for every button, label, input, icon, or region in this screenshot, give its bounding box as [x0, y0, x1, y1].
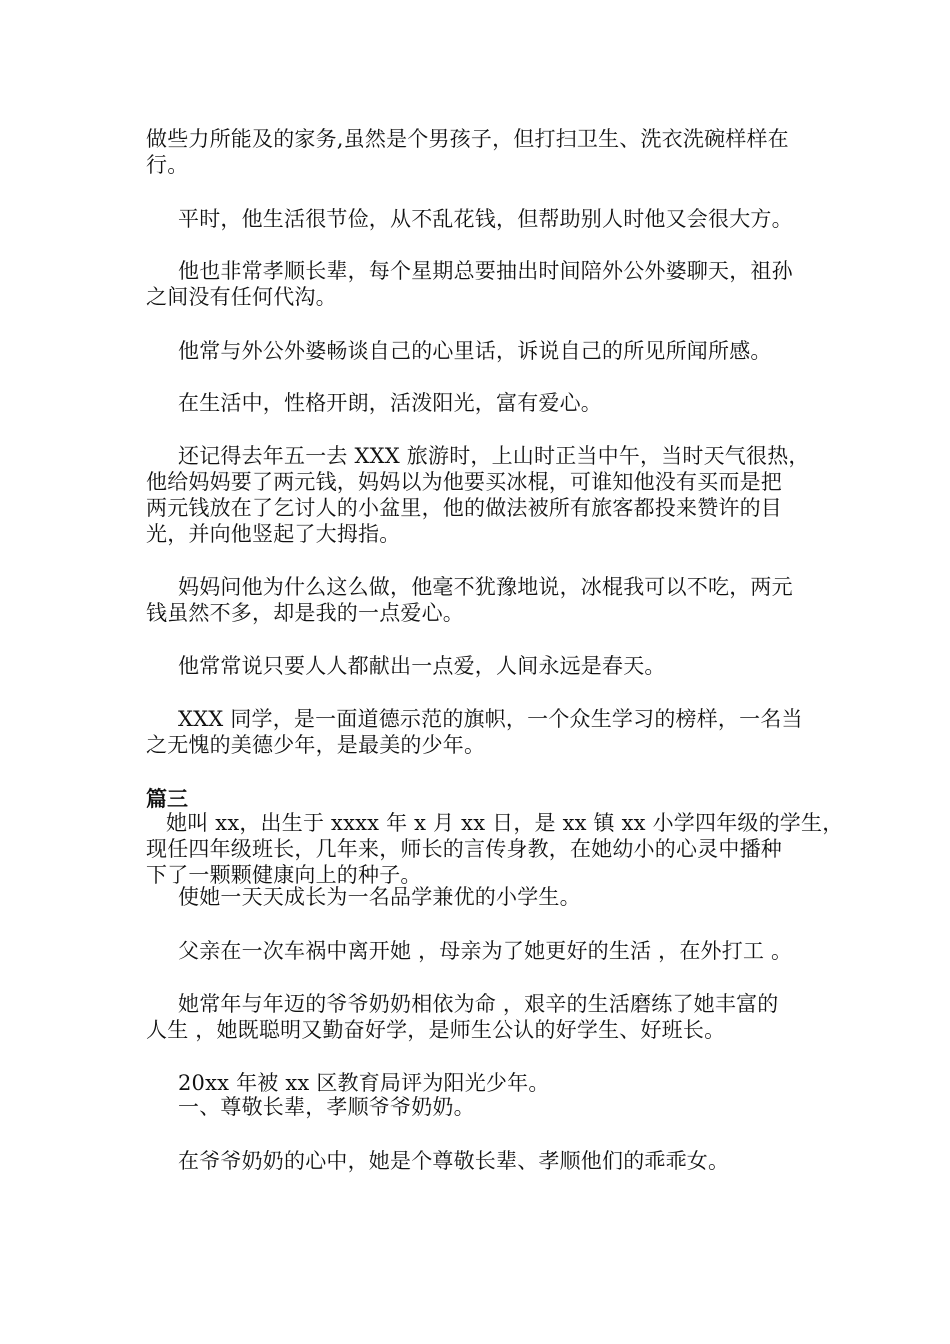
paragraph-line: 还记得去年五一去 XXX 旅游时，上山时正当中午，当时天气很热， — [178, 444, 810, 468]
paragraph-line: 做些力所能及的家务,虽然是个男孩子，但打扫卫生、洗衣洗碗样样在 — [146, 127, 789, 151]
paragraph-line: 行。 — [146, 153, 189, 177]
paragraph-line: 现任四年级班长，几年来，师长的言传身教，在她幼小的心灵中播种 — [146, 837, 782, 861]
paragraph-line: 他给妈妈要了两元钱，妈妈以为他要买冰棍，可谁知他没有买而是把 — [146, 470, 782, 494]
paragraph-line: 一、尊敬长辈，孝顺爷爷奶奶。 — [178, 1095, 475, 1119]
paragraph-line: 使她一天天成长为一名品学兼优的小学生。 — [178, 885, 581, 909]
paragraph-line: XXX 同学，是一面道德示范的旗帜，一个众生学习的榜样，一名当 — [178, 707, 803, 731]
paragraph-line: 在爷爷奶奶的心中，她是个尊敬长辈、孝顺他们的乖乖女。 — [178, 1149, 730, 1173]
paragraph-line: 两元钱放在了乞讨人的小盆里，他的做法被所有旅客都投来赞许的目 — [146, 496, 782, 520]
paragraph-line: 钱虽然不多，却是我的一点爱心。 — [146, 601, 464, 625]
paragraph-line: 她叫 xx，出生于 xxxx 年 x 月 xx 日，是 xx 镇 xx 小学四年级的学生， — [166, 811, 844, 835]
paragraph-line: 之无愧的美德少年，是最美的少年。 — [146, 733, 486, 757]
paragraph-line: 光，并向他竖起了大拇指。 — [146, 522, 401, 546]
paragraph-line: 他常常说只要人人都献出一点爱，人间永远是春天。 — [178, 654, 666, 678]
paragraph-line: 之间没有任何代沟。 — [146, 285, 337, 309]
paragraph-line: 他也非常孝顺长辈，每个星期总要抽出时间陪外公外婆聊天，祖孙 — [178, 259, 793, 283]
paragraph-line: 她常年与年迈的爷爷奶奶相依为命 ，艰辛的生活磨练了她丰富的 — [178, 992, 779, 1016]
paragraph-line: 父亲在一次车祸中离开她 ，母亲为了她更好的生活 ，在外打工 。 — [178, 939, 793, 963]
paragraph-line: 人生 ，她既聪明又勤奋好学，是师生公认的好学生、好班长。 — [146, 1018, 726, 1042]
paragraph-line: 下了一颗颗健康向上的种子。 — [146, 863, 422, 887]
paragraph-line: 妈妈问他为什么这么做，他毫不犹豫地说，冰棍我可以不吃，两元 — [178, 575, 793, 599]
section-heading: 篇三 — [146, 787, 188, 811]
paragraph-line: 在生活中，性格开朗，活泼阳光，富有爱心。 — [178, 391, 602, 415]
paragraph-line: 平时，他生活很节俭，从不乱花钱，但帮助别人时他又会很大方。 — [178, 207, 793, 231]
paragraph-line: 他常与外公外婆畅谈自己的心里话，诉说自己的所见所闻所感。 — [178, 339, 772, 363]
paragraph-line: 20xx 年被 xx 区教育局评为阳光少年。 — [178, 1071, 550, 1095]
